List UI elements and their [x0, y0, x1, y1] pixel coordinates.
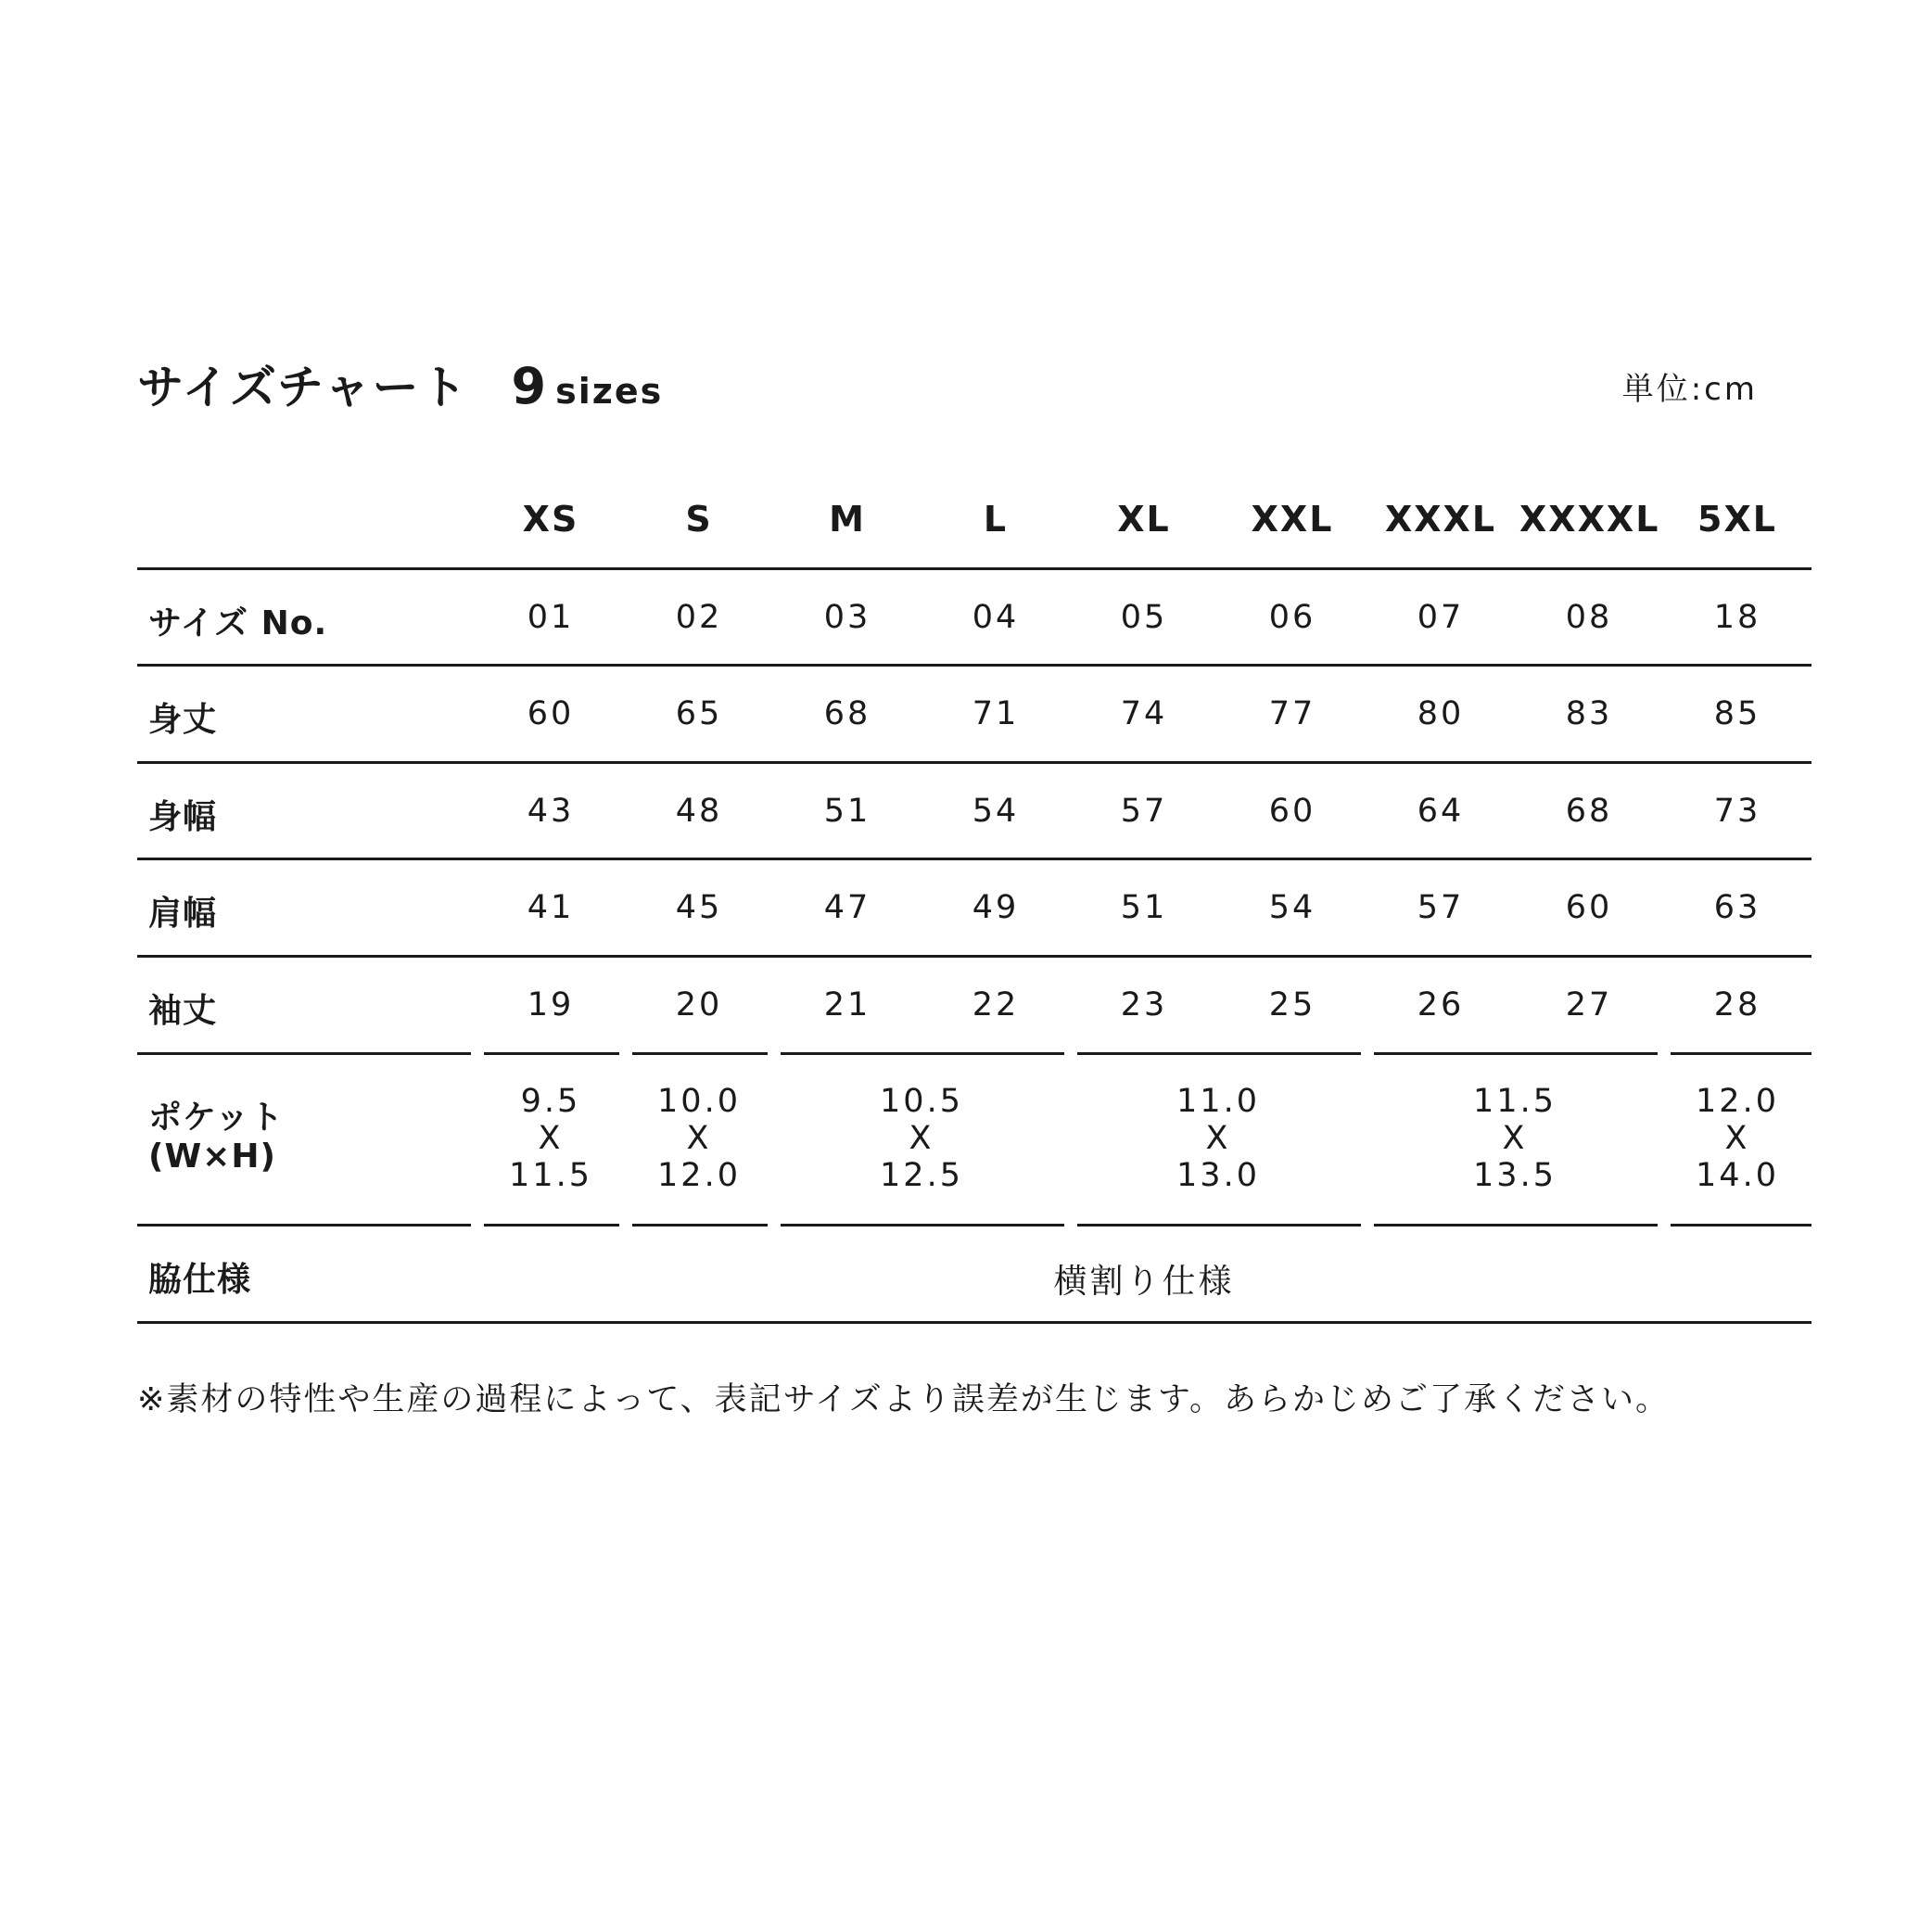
table-cell: 47	[823, 889, 871, 926]
table-cell: 64	[1417, 793, 1465, 830]
table-cell: 57	[1417, 889, 1465, 926]
row-label: サイズ No.	[148, 604, 328, 642]
pocket-width: 12.0	[1696, 1083, 1779, 1120]
table-cell: 68	[823, 695, 871, 732]
table-cell: 02	[675, 599, 723, 636]
table-cell: 21	[823, 986, 871, 1023]
title-main: サイズチャート	[137, 361, 469, 414]
size-header: M	[829, 499, 866, 540]
side-spec-label: 脇仕様	[148, 1261, 252, 1299]
pocket-height: 12.0	[657, 1157, 741, 1194]
table-cell: 74	[1120, 695, 1168, 732]
table-cell: 03	[823, 599, 871, 636]
row-label: 身丈	[148, 701, 218, 739]
size-header: L	[983, 499, 1009, 540]
size-header: 5XL	[1697, 499, 1777, 540]
pocket-segment-rule	[1374, 1052, 1658, 1055]
bottom-rule	[137, 1321, 1811, 1324]
pocket-times: X	[1205, 1120, 1231, 1157]
pocket-width: 11.0	[1176, 1083, 1260, 1120]
row-rule	[137, 858, 1811, 860]
pocket-height: 12.5	[880, 1157, 963, 1194]
row-rule	[137, 761, 1811, 764]
pocket-row-label	[148, 1099, 284, 1176]
table-cell: 77	[1268, 695, 1316, 732]
pocket-segment-rule	[484, 1224, 619, 1227]
pocket-height: 13.0	[1176, 1157, 1260, 1194]
pocket-segment-rule	[1671, 1052, 1811, 1055]
pocket-height: 14.0	[1696, 1157, 1779, 1194]
table-cell: 65	[675, 695, 723, 732]
pocket-label-line1: ポケット	[148, 1099, 285, 1137]
table-cell: 22	[972, 986, 1020, 1023]
table-cell: 54	[972, 793, 1020, 830]
pocket-width: 9.5	[520, 1083, 581, 1120]
table-cell: 18	[1713, 599, 1761, 636]
pocket-height: 13.5	[1473, 1157, 1557, 1194]
size-header: S	[685, 499, 713, 540]
pocket-segment-rule	[1671, 1224, 1811, 1227]
pocket-label-line2: (W×H)	[148, 1138, 276, 1176]
size-header: XXXXL	[1519, 499, 1660, 540]
pocket-segment-rule	[781, 1224, 1064, 1227]
pocket-segment-rule	[137, 1224, 471, 1227]
table-cell: 01	[527, 599, 575, 636]
pocket-times: X	[538, 1120, 564, 1157]
size-header: XXL	[1251, 499, 1334, 540]
side-spec-value: 横割り仕様	[1053, 1263, 1235, 1301]
table-cell: 48	[675, 793, 723, 830]
pocket-segment-rule	[632, 1052, 768, 1055]
table-cell: 71	[972, 695, 1020, 732]
table-cell: 20	[675, 986, 723, 1023]
table-cell: 60	[527, 695, 575, 732]
pocket-segment-rule	[781, 1052, 1064, 1055]
pocket-times: X	[1724, 1120, 1750, 1157]
pocket-width: 10.0	[657, 1083, 741, 1120]
pocket-segment-rule	[1077, 1224, 1361, 1227]
size-header: XL	[1117, 499, 1171, 540]
pocket-times: X	[1502, 1120, 1528, 1157]
table-cell: 23	[1120, 986, 1168, 1023]
header-rule	[137, 567, 1811, 570]
table-cell: 19	[527, 986, 575, 1023]
table-cell: 08	[1565, 599, 1613, 636]
size-header: XXXL	[1384, 499, 1497, 540]
table-cell: 83	[1565, 695, 1613, 732]
table-cell: 07	[1417, 599, 1465, 636]
table-cell: 49	[972, 889, 1020, 926]
table-cell: 60	[1565, 889, 1613, 926]
table-cell: 60	[1268, 793, 1316, 830]
row-label: 肩幅	[148, 895, 218, 933]
row-rule	[137, 664, 1811, 667]
pocket-segment-rule	[137, 1052, 471, 1055]
pocket-size-group	[1413, 1083, 1617, 1194]
table-cell: 85	[1713, 695, 1761, 732]
table-cell: 26	[1417, 986, 1465, 1023]
page-title	[137, 350, 663, 417]
row-rule	[137, 955, 1811, 958]
row-label: 袖丈	[148, 992, 218, 1030]
pocket-segment-rule	[1077, 1052, 1361, 1055]
pocket-width: 11.5	[1473, 1083, 1557, 1120]
disclaimer-note: ※素材の特性や生産の過程によって、表記サイズより誤差が生じます。あらかじめご了承ください。	[137, 1381, 1671, 1418]
table-cell: 05	[1120, 599, 1168, 636]
table-cell: 68	[1565, 793, 1613, 830]
unit-label: 単位:cm	[1621, 371, 1758, 408]
pocket-size-group	[597, 1083, 801, 1194]
table-cell: 04	[972, 599, 1020, 636]
pocket-size-group	[1116, 1083, 1320, 1194]
pocket-width: 10.5	[880, 1083, 963, 1120]
pocket-times: X	[686, 1120, 712, 1157]
row-label: 身幅	[148, 798, 218, 836]
table-cell: 27	[1565, 986, 1613, 1023]
table-cell: 45	[675, 889, 723, 926]
table-cell: 43	[527, 793, 575, 830]
table-cell: 41	[527, 889, 575, 926]
pocket-segment-rule	[632, 1224, 768, 1227]
table-cell: 73	[1713, 793, 1761, 830]
title-sizes-word: sizes	[555, 371, 664, 412]
table-cell: 80	[1417, 695, 1465, 732]
table-cell: 63	[1713, 889, 1761, 926]
title-count: 9	[511, 357, 549, 415]
table-cell: 06	[1268, 599, 1316, 636]
table-cell: 28	[1713, 986, 1761, 1023]
pocket-height: 11.5	[509, 1157, 592, 1194]
pocket-segment-rule	[1374, 1224, 1658, 1227]
pocket-times: X	[909, 1120, 934, 1157]
table-cell: 51	[823, 793, 871, 830]
pocket-size-group	[1635, 1083, 1839, 1194]
size-header: XS	[522, 499, 579, 540]
table-cell: 54	[1268, 889, 1316, 926]
table-cell: 25	[1268, 986, 1316, 1023]
pocket-segment-rule	[484, 1052, 619, 1055]
table-cell: 57	[1120, 793, 1168, 830]
table-cell: 51	[1120, 889, 1168, 926]
pocket-size-group	[820, 1083, 1023, 1194]
